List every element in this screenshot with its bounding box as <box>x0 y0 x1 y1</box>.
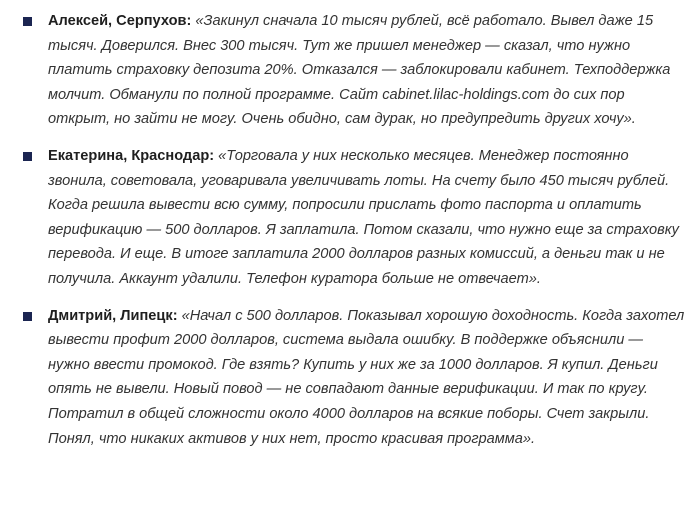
review-item <box>0 144 700 292</box>
review-item <box>0 9 700 132</box>
reviews-list <box>0 9 700 451</box>
review-author: Дмитрий, Липецк: <box>48 307 182 324</box>
review-text: «Торговала у них несколько месяцев. Менеджер постоянно звонила, советовала, уговаривала увеличивать лоты. На счету было 450 тысяч рублей. Когда решила вывести всю сумму, попросили прислать фото паспорта и оплатить верификацию — 500 долларов. Я заплатила. Потом сказали, что нужно еще за страховку перевода. И еще. В итоге заплатила 2000 долларов разных комиссий, а деньги так и не получила. Аккаунт удалили. Телефон куратора больше не отвечает». <box>48 147 679 287</box>
review-text: «Начал с 500 долларов. Показывал хорошую доходность. Когда захотел вывести профит 2000 долларов, система выдала ошибку. В поддержке объяснили — нужно ввести промокод. Где взять? Купить у них же за 1000 долларов. Я купил. Деньги опять не вывели. Новый повод — не совпадают данные верификации. И так по кругу. Потратил в общей сложности около 4000 долларов на всякие поборы. Счет закрыли. Понял, что никаких активов у них нет, просто красивая программа». <box>48 307 685 447</box>
square-bullet-icon <box>23 152 32 161</box>
square-bullet-icon <box>23 312 32 321</box>
review-author: Екатерина, Краснодар: <box>48 147 219 164</box>
review-author: Алексей, Серпухов: <box>48 13 196 29</box>
review-text: «Закинул сначала 10 тысяч рублей, всё работало. Вывел даже 15 тысяч. Доверился. Внес 300 тысяч. Тут же пришел менеджер — сказал, что нужно платить страховку депозита 20%. Отказался — заблокировали кабинет. Техподдержка молчит. Обманули по полной программе. Сайт cabinet.lilac-holdings.com до сих пор открыт, но зайти не могу. Очень обидно, сам дурак, но предупредить других хочу». <box>48 13 671 128</box>
review-item <box>0 304 700 452</box>
square-bullet-icon <box>23 17 32 26</box>
